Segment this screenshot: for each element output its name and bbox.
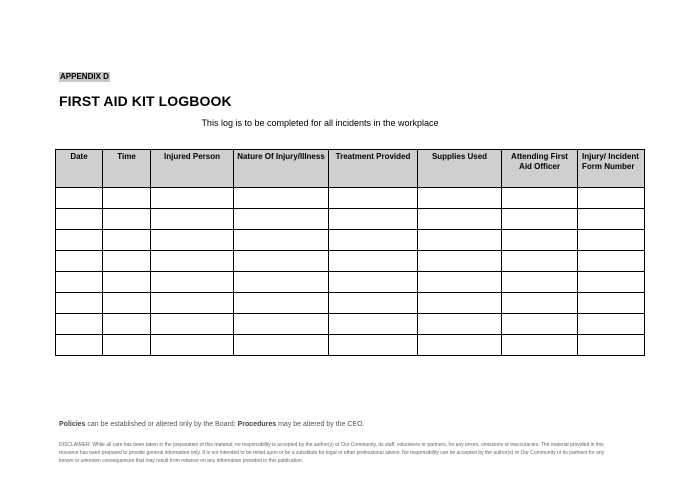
table-row — [56, 335, 645, 356]
table-cell[interactable] — [578, 314, 645, 335]
table-cell[interactable] — [56, 188, 103, 209]
table-cell[interactable] — [502, 272, 578, 293]
policies-word: Policies — [59, 421, 86, 428]
table-cell[interactable] — [502, 188, 578, 209]
table-cell[interactable] — [329, 209, 418, 230]
table-cell[interactable] — [151, 272, 234, 293]
table-cell[interactable] — [56, 272, 103, 293]
table-cell[interactable] — [234, 209, 329, 230]
table-cell[interactable] — [234, 272, 329, 293]
table-cell[interactable] — [56, 230, 103, 251]
table-cell[interactable] — [418, 272, 502, 293]
table-cell[interactable] — [56, 314, 103, 335]
table-cell[interactable] — [103, 293, 151, 314]
disclaimer: DISCLAIMER: While all care has been taken in the preparation of this material, no responsibility is accepted by the author(s) or Our Community, its staff, volunteers or partners, for any errors, omissions or inaccuracies. The material provided in this resource has been prepared to provide general information only. It is not intended to be relied upon or be a substitute for legal or other professional advice. No responsibility can be accepted by the author(s) or Our Community or its partners for any known or unknown consequences that may result from reliance on any information provided in this publication. — [59, 442, 605, 464]
column-header-attending-officer: Attending First Aid Officer — [502, 150, 578, 188]
column-header-supplies-used: Supplies Used — [418, 150, 502, 188]
table-cell[interactable] — [329, 335, 418, 356]
table-cell[interactable] — [329, 314, 418, 335]
column-header-treatment-provided: Treatment Provided — [329, 150, 418, 188]
page-title: FIRST AID KIT LOGBOOK — [59, 93, 232, 109]
table-row — [56, 293, 645, 314]
table-cell[interactable] — [418, 335, 502, 356]
table-cell[interactable] — [418, 188, 502, 209]
table-cell[interactable] — [502, 230, 578, 251]
table-cell[interactable] — [234, 314, 329, 335]
table-cell[interactable] — [103, 251, 151, 272]
table-cell[interactable] — [578, 293, 645, 314]
table-cell[interactable] — [329, 272, 418, 293]
column-header-date: Date — [56, 150, 103, 188]
table-cell[interactable] — [578, 272, 645, 293]
page-subtitle — [0, 118, 640, 128]
table-cell[interactable] — [234, 293, 329, 314]
logbook-table — [55, 149, 645, 356]
table-cell[interactable] — [329, 188, 418, 209]
table-cell[interactable] — [103, 209, 151, 230]
table-cell[interactable] — [103, 188, 151, 209]
table-cell[interactable] — [418, 230, 502, 251]
procedures-word: Procedures — [237, 421, 277, 428]
table-row — [56, 272, 645, 293]
table-cell[interactable] — [329, 251, 418, 272]
table-cell[interactable] — [578, 230, 645, 251]
table-cell[interactable] — [578, 335, 645, 356]
column-header-incident-form-number: Injury/ Incident Form Number — [578, 150, 645, 188]
table-cell[interactable] — [151, 293, 234, 314]
table-cell[interactable] — [578, 209, 645, 230]
table-cell[interactable] — [56, 335, 103, 356]
procedures-text: may be altered by the CEO. — [276, 421, 365, 428]
table-header-row — [56, 150, 645, 188]
appendix-label: APPENDIX D — [60, 72, 109, 81]
table-cell[interactable] — [418, 209, 502, 230]
table-cell[interactable] — [502, 209, 578, 230]
table-row — [56, 188, 645, 209]
column-header-time: Time — [103, 150, 151, 188]
table-cell[interactable] — [103, 335, 151, 356]
table-cell[interactable] — [578, 188, 645, 209]
table-cell[interactable] — [151, 335, 234, 356]
logbook-table-body — [56, 188, 645, 356]
column-header-injured-person: Injured Person — [151, 150, 234, 188]
subtitle-text: This log is to be completed for all incidents in the workplace — [201, 118, 439, 128]
table-cell[interactable] — [418, 293, 502, 314]
table-cell[interactable] — [329, 230, 418, 251]
table-row — [56, 209, 645, 230]
table-row — [56, 314, 645, 335]
table-cell[interactable] — [151, 251, 234, 272]
table-cell[interactable] — [234, 230, 329, 251]
table-cell[interactable] — [329, 293, 418, 314]
table-cell[interactable] — [234, 188, 329, 209]
table-cell[interactable] — [502, 293, 578, 314]
table-cell[interactable] — [151, 314, 234, 335]
table-row — [56, 251, 645, 272]
table-cell[interactable] — [151, 230, 234, 251]
table-cell[interactable] — [234, 335, 329, 356]
table-cell[interactable] — [56, 251, 103, 272]
table-cell[interactable] — [56, 293, 103, 314]
table-cell[interactable] — [56, 209, 103, 230]
table-cell[interactable] — [234, 251, 329, 272]
table-cell[interactable] — [502, 335, 578, 356]
table-cell[interactable] — [502, 251, 578, 272]
table-cell[interactable] — [103, 272, 151, 293]
table-cell[interactable] — [151, 209, 234, 230]
table-row — [56, 230, 645, 251]
policies-note — [59, 421, 364, 428]
table-cell[interactable] — [418, 251, 502, 272]
table-cell[interactable] — [103, 230, 151, 251]
table-cell[interactable] — [418, 314, 502, 335]
table-cell[interactable] — [103, 314, 151, 335]
table-cell[interactable] — [578, 251, 645, 272]
column-header-nature-of-injury: Nature Of Injury/Illness — [234, 150, 329, 188]
policies-text: can be established or altered only by the Board: — [85, 421, 238, 428]
table-cell[interactable] — [151, 188, 234, 209]
table-cell[interactable] — [502, 314, 578, 335]
